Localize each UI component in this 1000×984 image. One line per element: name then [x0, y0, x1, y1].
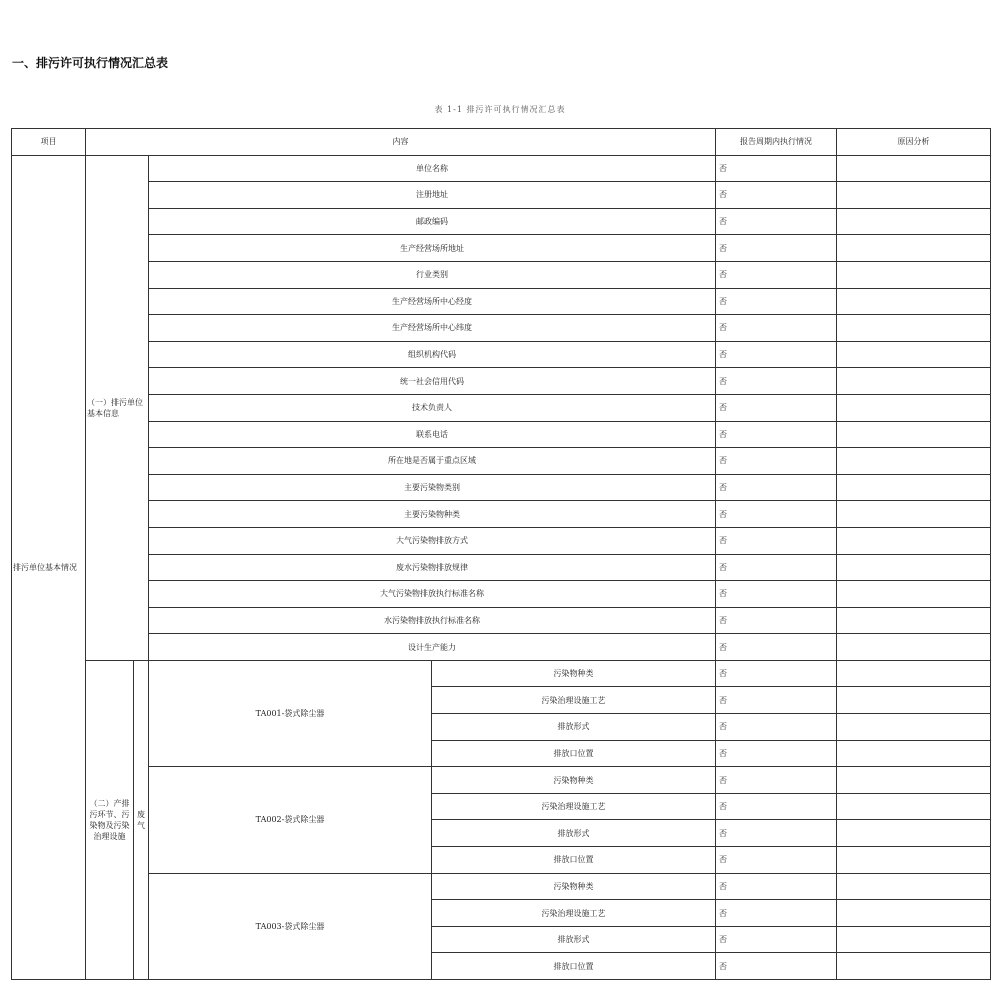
table-body: [12, 155, 991, 979]
content-label: 技术负责人: [149, 394, 716, 421]
reason-cell: [837, 448, 991, 475]
reason-cell: [837, 581, 991, 608]
status-cell: 否: [716, 873, 837, 900]
reason-cell: [837, 820, 991, 847]
content-label: 单位名称: [149, 155, 716, 182]
reason-cell: [837, 847, 991, 874]
reason-cell: [837, 634, 991, 661]
table-row: [12, 261, 991, 288]
reason-cell: [837, 687, 991, 714]
summary-table: [11, 128, 991, 980]
status-cell: 否: [716, 953, 837, 980]
content-label: 注册地址: [149, 182, 716, 209]
reason-cell: [837, 900, 991, 927]
status-cell: 否: [716, 900, 837, 927]
status-cell: 否: [716, 474, 837, 501]
facility-item-label: 排放形式: [432, 714, 716, 741]
header-item: 项目: [12, 129, 86, 156]
header-row: [12, 129, 991, 156]
reason-cell: [837, 182, 991, 209]
header-content: 内容: [86, 129, 716, 156]
status-cell: 否: [716, 660, 837, 687]
reason-cell: [837, 607, 991, 634]
table-caption: 表 1-1 排污许可执行情况汇总表: [434, 105, 566, 114]
facility-item-label: 污染治理设施工艺: [432, 687, 716, 714]
status-cell: 否: [716, 394, 837, 421]
table-row: [12, 288, 991, 315]
section-heading: 一、排污许可执行情况汇总表: [12, 56, 169, 70]
facility-item-label: 污染治理设施工艺: [432, 793, 716, 820]
table-row: [12, 448, 991, 475]
status-cell: 否: [716, 315, 837, 342]
status-cell: 否: [716, 261, 837, 288]
reason-cell: [837, 288, 991, 315]
content-label: 统一社会信用代码: [149, 368, 716, 395]
table-row: [12, 341, 991, 368]
table-row: [12, 235, 991, 262]
table-row: [12, 421, 991, 448]
facility-item-label: 排放口位置: [432, 740, 716, 767]
content-label: 生产经营场所中心经度: [149, 288, 716, 315]
status-cell: 否: [716, 341, 837, 368]
status-cell: 否: [716, 501, 837, 528]
status-cell: 否: [716, 926, 837, 953]
content-label: 生产经营场所中心纬度: [149, 315, 716, 342]
reason-cell: [837, 155, 991, 182]
table-row: [12, 208, 991, 235]
status-cell: 否: [716, 607, 837, 634]
table-row: [12, 767, 991, 794]
group-main-cell: 排污单位基本情况: [12, 155, 86, 979]
content-label: 所在地是否属于重点区域: [149, 448, 716, 475]
reason-cell: [837, 714, 991, 741]
status-cell: 否: [716, 767, 837, 794]
reason-cell: [837, 953, 991, 980]
facility-name-cell: TA001-袋式除尘器: [149, 660, 432, 766]
table-row: [12, 368, 991, 395]
status-cell: 否: [716, 288, 837, 315]
status-cell: 否: [716, 527, 837, 554]
reason-cell: [837, 315, 991, 342]
reason-cell: [837, 926, 991, 953]
subgroup-pollution-cell: （二）产排污环节、污染物及污染治理设施: [86, 660, 134, 979]
status-cell: 否: [716, 740, 837, 767]
table-row: [12, 474, 991, 501]
table-row: [12, 501, 991, 528]
table-row: [12, 873, 991, 900]
status-cell: 否: [716, 235, 837, 262]
reason-cell: [837, 767, 991, 794]
status-cell: 否: [716, 581, 837, 608]
content-label: 废水污染物排放规律: [149, 554, 716, 581]
status-cell: 否: [716, 368, 837, 395]
status-cell: 否: [716, 554, 837, 581]
content-label: 水污染物排放执行标准名称: [149, 607, 716, 634]
reason-cell: [837, 208, 991, 235]
content-label: 邮政编码: [149, 208, 716, 235]
reason-cell: [837, 341, 991, 368]
table-row: [12, 527, 991, 554]
table-row: [12, 554, 991, 581]
reason-cell: [837, 554, 991, 581]
header-reason: 原因分析: [837, 129, 991, 156]
status-cell: 否: [716, 182, 837, 209]
facility-item-label: 污染物种类: [432, 873, 716, 900]
content-label: 联系电话: [149, 421, 716, 448]
content-label: 行业类别: [149, 261, 716, 288]
content-label: 大气污染物排放方式: [149, 527, 716, 554]
facility-item-label: 污染物种类: [432, 767, 716, 794]
status-cell: 否: [716, 155, 837, 182]
reason-cell: [837, 474, 991, 501]
table-row: [12, 155, 991, 182]
facility-item-label: 排放形式: [432, 926, 716, 953]
reason-cell: [837, 873, 991, 900]
reason-cell: [837, 660, 991, 687]
facility-name-cell: TA002-袋式除尘器: [149, 767, 432, 873]
reason-cell: [837, 394, 991, 421]
content-label: 主要污染物种类: [149, 501, 716, 528]
table-row: [12, 607, 991, 634]
reason-cell: [837, 235, 991, 262]
status-cell: 否: [716, 421, 837, 448]
content-label: 组织机构代码: [149, 341, 716, 368]
status-cell: 否: [716, 820, 837, 847]
header-status: 报告周期内执行情况: [716, 129, 837, 156]
facility-item-label: 排放口位置: [432, 953, 716, 980]
reason-cell: [837, 740, 991, 767]
gas-category-cell: 废气: [134, 660, 149, 979]
facility-item-label: 污染治理设施工艺: [432, 900, 716, 927]
subgroup-basic-info-cell: （一）排污单位基本信息: [86, 155, 149, 660]
table-row: [12, 660, 991, 687]
table-row: [12, 182, 991, 209]
content-label: 生产经营场所地址: [149, 235, 716, 262]
table-row: [12, 315, 991, 342]
facility-item-label: 排放口位置: [432, 847, 716, 874]
status-cell: 否: [716, 687, 837, 714]
status-cell: 否: [716, 714, 837, 741]
reason-cell: [837, 421, 991, 448]
reason-cell: [837, 368, 991, 395]
facility-name-cell: TA003-袋式除尘器: [149, 873, 432, 979]
reason-cell: [837, 261, 991, 288]
facility-item-label: 污染物种类: [432, 660, 716, 687]
table-row: [12, 634, 991, 661]
content-label: 大气污染物排放执行标准名称: [149, 581, 716, 608]
status-cell: 否: [716, 847, 837, 874]
content-label: 设计生产能力: [149, 634, 716, 661]
status-cell: 否: [716, 448, 837, 475]
status-cell: 否: [716, 793, 837, 820]
content-label: 主要污染物类别: [149, 474, 716, 501]
status-cell: 否: [716, 634, 837, 661]
reason-cell: [837, 501, 991, 528]
reason-cell: [837, 527, 991, 554]
facility-item-label: 排放形式: [432, 820, 716, 847]
table-row: [12, 581, 991, 608]
table-row: [12, 394, 991, 421]
reason-cell: [837, 793, 991, 820]
status-cell: 否: [716, 208, 837, 235]
